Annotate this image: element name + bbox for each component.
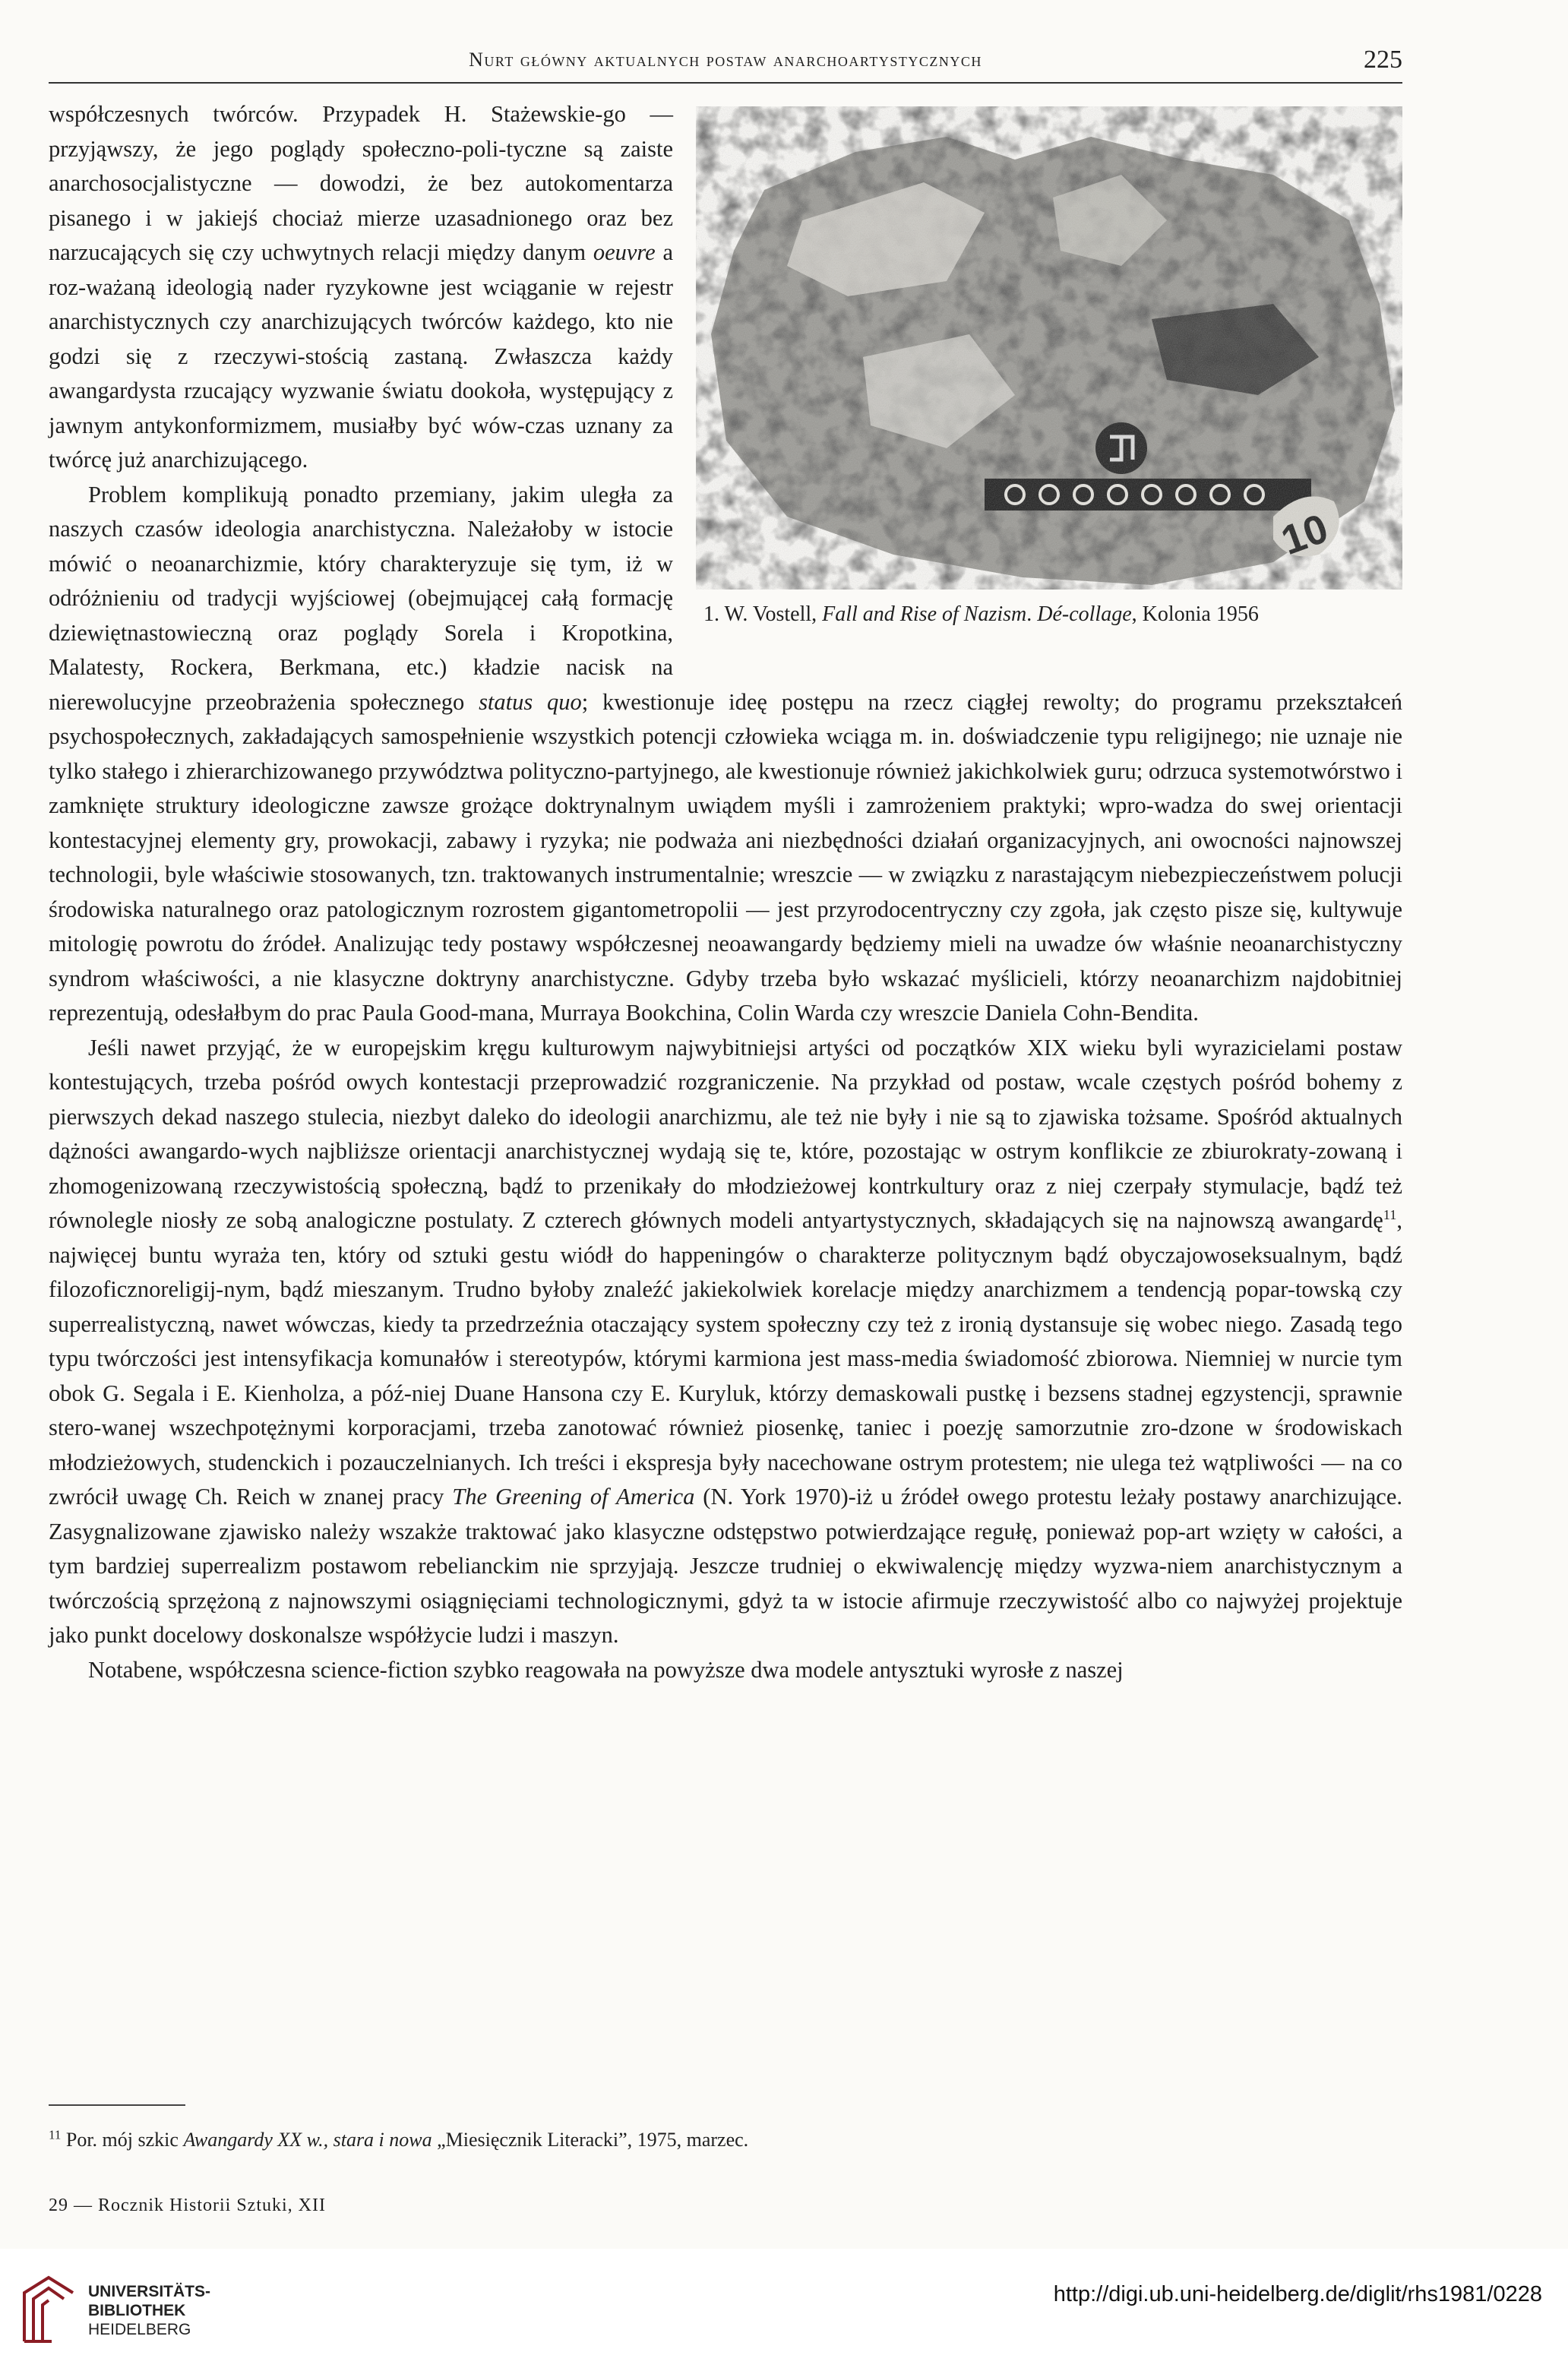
body-text [49, 97, 1402, 1687]
library-logo[interactable] [18, 2271, 292, 2355]
paragraph-4 [49, 1653, 1402, 1688]
paragraph-1-text: współczesnych twórców. Przypadek H. Stażewskie-go — przyjąwszy, że jego poglądy społeczno-poli-tyczne są zaiste anarchosocjalistyczne — dowodzi, że bez autokomentarza pisanego i w jakiejś chociaż mierze uzasadnionego oraz bez narzucających się czy uchwytnych relacji między danym [49, 101, 673, 265]
paragraph-3-italic: The Greening of America [452, 1484, 695, 1510]
paragraph-3-text: Jeśli nawet przyjąć, że w europejskim kręgu kulturowym najwybitniejsi artyści od początków XIX wieku byli wyrazicielami postaw kontestujących, trzeba pośród owych kontestacji przeprowadzić rozgraniczenie. Na przykład od postaw, wcale częstych pośród bohemy z pierwszych dekad naszego stulecia, niezbyt daleko do ideologii anarchizmu, ale też nie były i nie są to zjawiska tożsame. Spośród aktualnych dążności awangardo-wych najbliższe orientacji anarchistycznej wydają się te, które, pozostając w ostrym konflikcie ze zbiurokraty-zowaną i zhomogenizowaną rzeczywistością społeczną, bądź to przenikały do młodzieżowej kontrkultury oraz z niej czerpały stymulacje, bądź też równolegle niosły ze sobą analogiczne postulaty. Z czterech głównych modeli antyartystycznych, składających się na najnowszą awangardę [49, 1034, 1402, 1233]
footnote-italic: Awangardy XX w., stara i nowa [183, 2129, 432, 2151]
library-name [88, 2282, 210, 2339]
caption-technique: Dé-collage [1037, 602, 1132, 626]
footnote-text-start: Por. mój szkic [61, 2129, 184, 2151]
paragraph-3-end: , najwięcej buntu wyraża ten, który od sztuki gestu wiódł do happeningów o charakterze politycznym bądź obyczajowoseksualnym, bądź filozoficznoreligij-nym, bądź mieszanym. Trudno byłoby znaleźć jakiekolwiek korelacje między anarchizmem a tendencją popar-towską czy superrealistyczną, nawet wówczas, kiedy ta przedrzeźnia otaczający system społeczny czy też z ironią dystansuje się wobec niego. Zasadą tego typu twórczości jest intensyfikacja komunałów i stereotypów, którymi karmiona jest mass-media świadomość zbiorowa. Niemniej w nurcie tym obok G. Segala i E. Kienholza, a póź-niej Duane Hansona czy E. Kuryluk, którzy demaskowali pustkę i bezsens stadnej egzystencji, sprawnie stero-wanej wszechpotężnymi korporacjami, trzeba zanotować również piosenkę, taniec i poezję samorzutnie zro-dzone w środowiskach młodzieżowych, studenckich i pozauczelnianych. Ich treści i ekspresja były nacechowane ostrym protestem; nie ulega też wątpliwości — na co zwrócił uwagę Ch. Reich w znanej pracy [49, 1207, 1402, 1510]
running-title: Nurt główny aktualnych postaw anarchoartystycznych [469, 49, 982, 71]
footnote-text-end: „Miesięcznik Literacki”, 1975, marzec. [432, 2129, 749, 2151]
paragraph-2-end: ; kwestionuje ideę postępu na rzecz ciągłej rewolty; do programu przekształceń psychospołecznych, zakładających samospełnienie wszystkich potencji człowieka wciąga m. in. doświadczenie typu religijnego; nie uznaje nie tylko stałego i zhierarchizowanego przywództwa polityczno-partyjnego, ale kwestionuje również jakichkolwiek guru; odrzuca systemotwórstwo i zamknięte struktury ideologiczne zawsze grożące doktrynalnym uwiądem myśli i zamrożeniem praktyki; wpro-wadza do swej orientacji kontestacyjnej elementy gry, prowokacji, zabawy i ryzyka; nie podważa ani niezbędności działań organizacyjnych, ani owocności najnowszej technologii, byle właściwie stosowanych, tzn. traktowanych instrumentalnie; wreszcie — w związku z narastającym niebezpieczeństwem polucji środowiska naturalnego oraz patologicznym rozrostem gigantometropolii — jest przyrodocentryczny czy zgoła, jak często pisze się, kultywuje mitologię powrotu do źródeł. Analizując tedy postawy współczesnej neoawangardy będziemy mieli na uwadze ów właśnie neoanarchistyczny syndrom właściwości, a nie klasyczne doktryny anarchistyczne. Gdyby trzeba było wskazać myślicieli, którzy neoanarchizm najdobitniej reprezentują, odesłałbym do prac Paula Good-mana, Murraya Bookchina, Colin Warda czy wreszcie Daniela Cohn-Bendita. [49, 688, 1402, 1026]
viewer-footer [0, 2249, 1568, 2371]
paragraph-4-text: Notabene, współczesna science-fiction szybko reagowała na powyższe dwa modele antysztuki wyrosłe z naszej [88, 1656, 1124, 1683]
permalink-url[interactable]: http://digi.ub.uni-heidelberg.de/diglit/rhs1981/0228 [1053, 2282, 1542, 2306]
footnote-mark: 11 [49, 2127, 62, 2142]
paragraph-1-end: a roz-ważaną ideologią nader ryzykowne jest wciąganie w rejestr anarchistycznych czy anarchizujących twórców każdego, kto nie godzi się z rzeczywi-stością zastaną. Zwłaszcza każdy awangardysta rzucający wyzwanie światu dookoła, występujący z jawnym antykonformizmem, musiałby być wów-czas uznany za twórcę już anarchizującego. [49, 239, 673, 473]
paragraph-3-end2: (N. York 1970)-iż u źródeł owego protestu leżały postawy anarchizujące. Zasygnalizowane zjawisko należy wszakże traktować jako klasyczne odstępstwo potwierdzające regułę, ponieważ pop-art wzięty w całości, a tym bardziej superrealizm postawom rebelianckim nie sprzyjają. Jeszcze trudniej o ekwiwalencję między wyzwa-niem anarchistycznym a twórczością sprzężoną z najnowszymi osiągnięciami technologicznymi, gdyż ta w istocie afirmuje rzeczywistość albo co najwyżej projektuje jako punkt docelowy doskonalsze współżycie ludzi i maszyn. [49, 1484, 1403, 1648]
library-line-1: UNIVERSITÄTS- [88, 2283, 211, 2300]
library-line-3: HEIDELBERG [88, 2321, 191, 2338]
library-line-2: BIBLIOTHEK [88, 2302, 186, 2319]
heidelberg-logo-icon [18, 2271, 79, 2347]
caption-author: W. Vostell, [724, 602, 823, 626]
caption-place: , Kolonia 1956 [1131, 602, 1259, 626]
decollage-image [696, 106, 1402, 590]
paragraph-3 [49, 1031, 1402, 1653]
paragraph-2-text: Problem komplikują ponadto przemiany, jakim uległa za naszych czasów ideologia anarchistyczna. Należałoby w istocie mówić o neoanarchizmie, który charakteryzuje się tym, iż w odróżnieniu od tradycji wyjściowej (obejmującej całą formację dziewiętnastowieczną oraz poglądy Sorela i Kropotkina, Malatesty, Rockera, Berkmana, etc.) kładzie nacisk na nierewolucyjne przeobrażenia społecznego [49, 481, 673, 715]
figure-caption [703, 602, 1402, 628]
caption-title: Fall and Rise of Nazism [822, 602, 1027, 626]
caption-sep: . [1026, 602, 1038, 626]
caption-num: 1. [703, 602, 719, 626]
running-head [49, 43, 1402, 84]
paragraph-1-italic: oeuvre [593, 239, 656, 265]
figure-1 [696, 100, 1402, 662]
footnote-rule [49, 2104, 185, 2106]
page-number: 225 [1364, 46, 1402, 74]
footnote-ref: 11 [1383, 1206, 1397, 1222]
paragraph-2-italic: status quo [479, 688, 582, 715]
footnote-11 [49, 2127, 1402, 2153]
signature-line: 29 — Rocznik Historii Sztuki, XII [49, 2196, 326, 2215]
